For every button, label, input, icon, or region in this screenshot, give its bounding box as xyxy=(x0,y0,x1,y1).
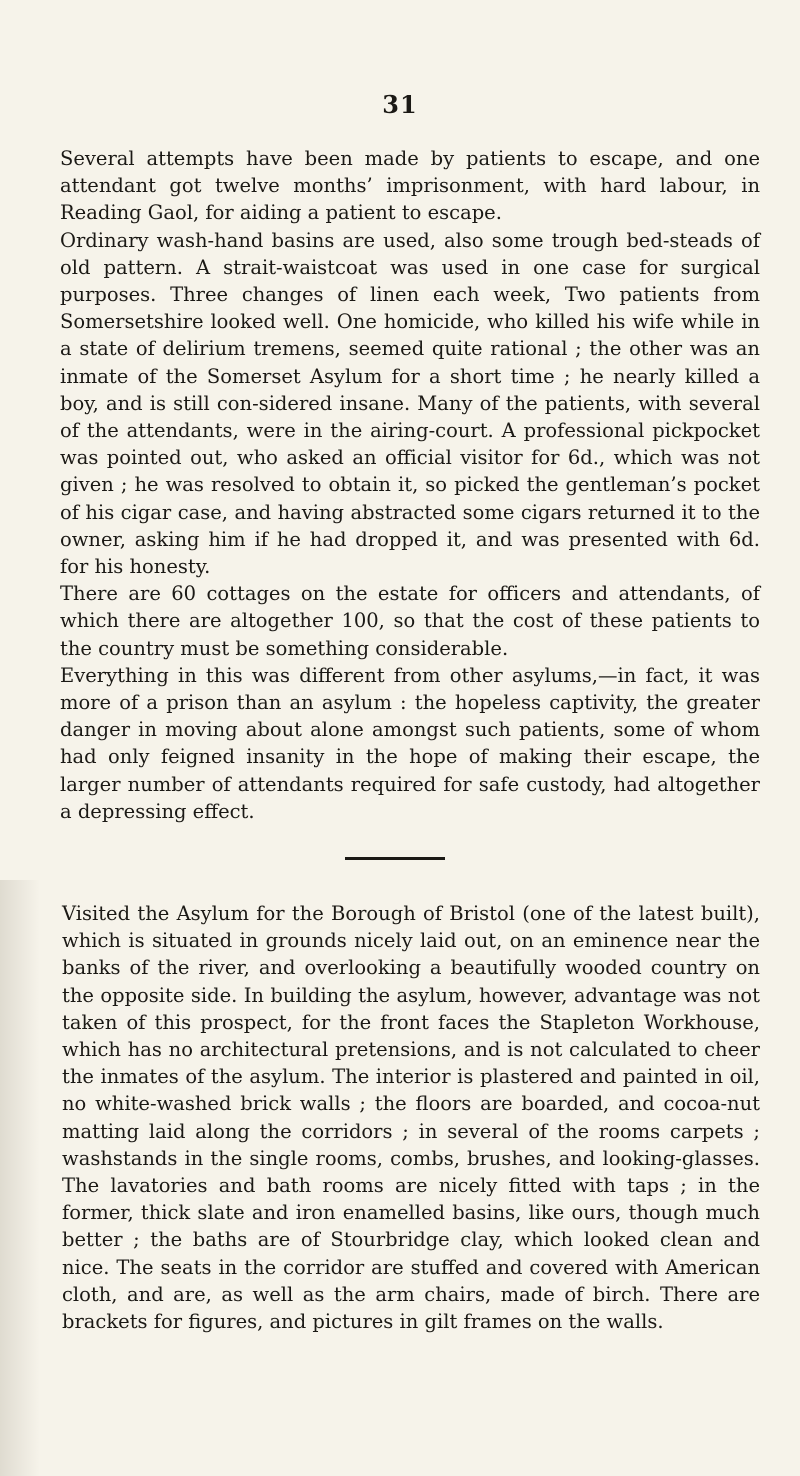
section-one xyxy=(60,145,760,825)
page-number: 31 xyxy=(382,90,418,119)
section-divider xyxy=(345,857,445,860)
paragraph: Visited the Asylum for the Borough of Bristol (one of the latest built), which is situated in grounds nicely laid out, on an eminence near the banks of the river, and overlooking a beautifully wooded country on the opposite side. In building the asylum, however, advantage was not taken of this prospect, for the front faces the Stapleton Workhouse, which has no architectural pretensions, and is not calculated to cheer the inmates of the asylum. The interior is plastered and painted in oil, no white-washed brick walls ; the floors are boarded, and cocoa-nut matting laid along the corridors ; in several of the rooms carpets ; washstands in the single rooms, combs, brushes, and looking-glasses. The lavatories and bath rooms are nicely fitted with taps ; in the former, thick slate and iron enamelled basins, like ours, though much better ; the baths are of Stourbridge clay, which looked clean and nice. The seats in the corridor are stuffed and covered with American cloth, and are, as well as the arm chairs, made of birch. There are brackets for figures, and pictures in gilt frames on the walls. xyxy=(62,902,760,1334)
paragraph: Several attempts have been made by patients to escape, and one attendant got twelve months’ imprisonment, with hard labour, in Reading Gaol, for aiding a patient to escape. xyxy=(60,147,760,225)
paragraph: Ordinary wash-hand basins are used, also some trough bed-steads of old pattern. A strait-waistcoat was used in one case for surgical purposes. Three changes of linen each week, Two patients from Somersetshire looked well. One homicide, who killed his wife while in a state of delirium tremens, seemed quite rational ; the other was an inmate of the Somerset Asylum for a short time ; he nearly killed a boy, and is still con-sidered insane. Many of the patients, with several of the attendants, were in the airing-court. A professional pickpocket was pointed out, who asked an official visitor for 6d., which was not given ; he was resolved to obtain it, so picked the gentleman’s pocket of his cigar case, and having abstracted some cigars returned it to the owner, asking him if he had dropped it, and was presented with 6d. for his honesty. xyxy=(60,228,760,579)
section-two xyxy=(62,900,760,1335)
paragraph: Everything in this was different from other asylums,—in fact, it was more of a prison than an asylum : the hopeless captivity, the greater danger in moving about alone amongst such patients, some of whom had only feigned insanity in the hope of making their escape, the larger number of attendants required for safe custody, had altogether a depressing effect. xyxy=(60,663,760,823)
binding-shadow xyxy=(0,880,40,1476)
paragraph: There are 60 cottages on the estate for officers and attendants, of which there are altogether 100, so that the cost of these patients to the country must be something considerable. xyxy=(60,582,760,660)
